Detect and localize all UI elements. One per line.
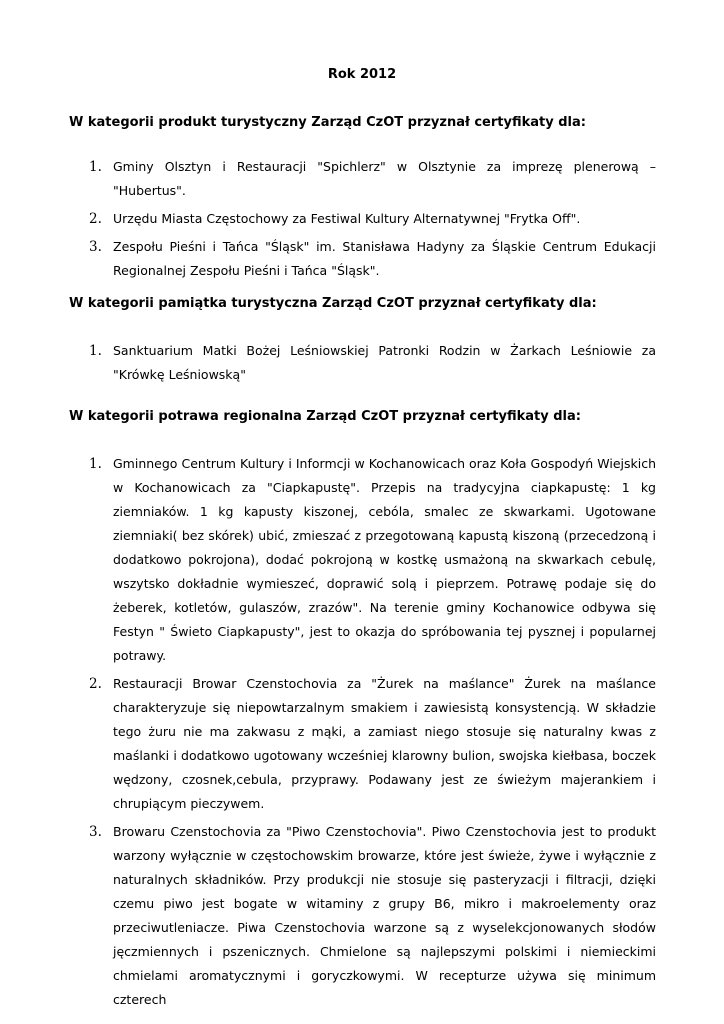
list-number: 2.: [89, 211, 102, 227]
list-item: [0, 452, 656, 668]
section-heading-tourist-product: W kategorii produkt turystyczny Zarząd CzOT przyznał certyfikaty dla:: [69, 115, 586, 130]
list-number: 2.: [89, 676, 102, 692]
regional-dish-list: [0, 452, 724, 1016]
list-item: [0, 820, 656, 1012]
list-number: 1.: [89, 456, 102, 472]
list-item-text: Gminnego Centrum Kultury i Informcji w Kochanowicach oraz Koła Gospodyń Wiejskich w Kochanowicach za "Ciapkapustę". Przepis na tradycyjna ciapkapustę: 1 kg ziemniaków. 1 kg kapusty kiszonej, cebóla, smalec ze skwarkami. Ugotowane ziemniaki( bez skórek) ubić, zmieszać z przegotowaną kapustą kiszoną (przecedzoną i dodatkowo pokrojona), dodać pokrojoną w kostkę usmażoną na skwarkach cebulę, wszytsko dokładnie wymieszeć, doprawić solą i pieprzem. Potrawę podaje się do żeberek, kotletów, gulaszów, zrazów". Na terenie gminy Kochanowice odbywa się Festyn " Świeto Ciapkapusty", jest to okazja do spróbowania tej pysznej i popularnej potrawy.: [113, 456, 656, 663]
tourist-product-list: [0, 155, 724, 287]
list-item-text: Restauracji Browar Czenstochovia za "Żurek na maślance" Żurek na maślance charakteryzuje się niepowtarzalnym smakiem i zawiesistą konsystencją. W składzie tego żuru nie ma zakwasu z mąki, a zamiast niego stosuje się naturalny kwas z maślanki i dodatkowo ugotowany wcześniej klarowny bulion, swojska kiełbasa, boczek wędzony, czosnek,cebula, przyprawy. Podawany jest ze świeżym majerankiem i chrupiącym pieczywem.: [113, 676, 656, 811]
list-item: [0, 207, 656, 231]
list-item: [0, 235, 656, 283]
tourist-souvenir-list: [0, 339, 724, 391]
list-item-text: Sanktuarium Matki Bożej Leśniowskiej Patronki Rodzin w Żarkach Leśniowie za "Krówkę Leśniowską": [113, 343, 656, 382]
list-item-text: Urzędu Miasta Częstochowy za Festiwal Kultury Alternatywnej "Frytka Off".: [113, 211, 581, 226]
list-item-text: Gminy Olsztyn i Restauracji "Spichlerz" w Olsztynie za imprezę plenerową – "Hubertus".: [113, 159, 656, 198]
list-number: 3.: [89, 239, 102, 255]
list-number: 1.: [89, 343, 102, 359]
section-heading-tourist-souvenir: W kategorii pamiątka turystyczna Zarząd CzOT przyznał certyfikaty dla:: [69, 296, 597, 311]
list-item-text: Zespołu Pieśni i Tańca "Śląsk" im. Stanisława Hadyny za Śląskie Centrum Edukacji Regionalnej Zespołu Pieśni i Tańca "Śląsk".: [113, 239, 656, 278]
list-item: [0, 339, 656, 387]
document-title: Rok 2012: [327, 67, 397, 82]
list-number: 3.: [89, 824, 102, 840]
list-item: [0, 155, 656, 203]
list-item-text: Browaru Czenstochovia za "Piwo Czenstochovia". Piwo Czenstochovia jest to produkt warzony wyłącznie w częstochowskim browarze, które jest świeże, żywe i wyłącznie z naturalnych składników. Przy produkcji nie stosuje się pasteryzacji i filtracji, dzięki czemu piwo jest bogate w witaminy z grupy B6, mikro i makroelementy oraz przeciwutleniacze. Piwa Czenstochovia warzone są z wyselekcjonowanych słodów jęczmiennych i pszenicznych. Chmielone są najlepszymi polskimi i niemieckimi chmielami aromatycznymi i goryczkowymi. W recepturze używa się minimum czterech: [113, 824, 656, 1007]
section-heading-regional-dish: W kategorii potrawa regionalna Zarząd CzOT przyznał certyfikaty dla:: [69, 409, 581, 424]
list-number: 1.: [89, 159, 102, 175]
list-item: [0, 672, 656, 816]
